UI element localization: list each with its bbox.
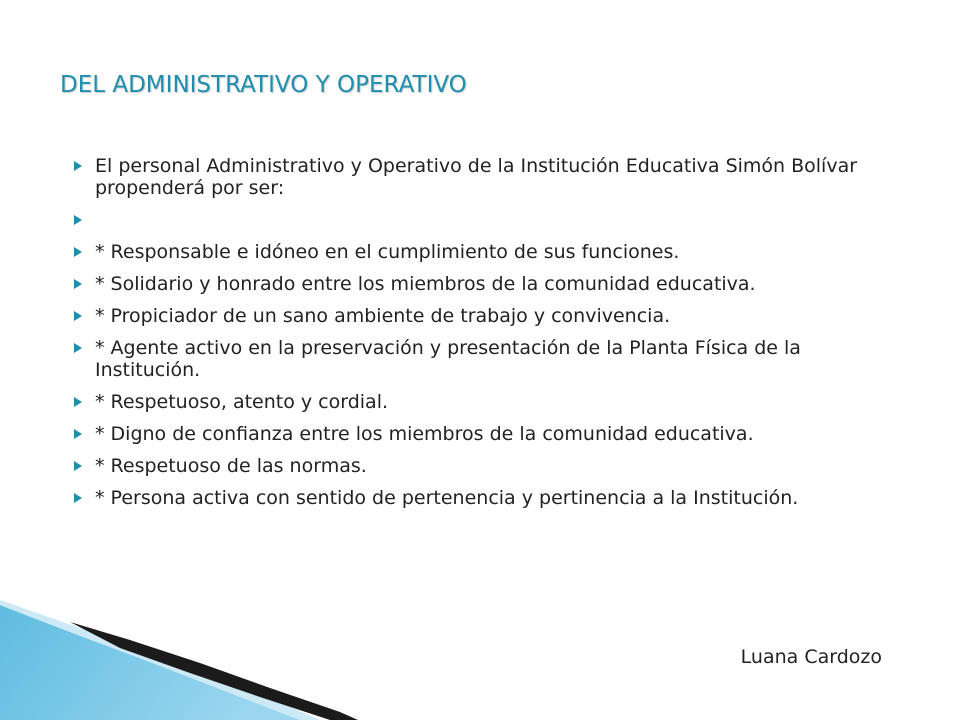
list-item (72, 487, 882, 509)
list-item (72, 273, 882, 295)
triangle-right-icon (74, 487, 88, 509)
list-item-text: * Solidario y honrado entre los miembros de la comunidad educativa. (95, 273, 756, 295)
bullet-list (72, 155, 882, 519)
author-name: Luana Cardozo (740, 646, 882, 668)
triangle-right-icon (74, 305, 88, 327)
triangle-right-icon (74, 241, 88, 263)
triangle-right-icon (74, 209, 88, 231)
list-item-text: * Persona activa con sentido de pertenencia y pertinencia a la Institución. (95, 487, 799, 509)
list-item (72, 337, 882, 381)
list-item-text: * Respetuoso de las normas. (95, 455, 367, 477)
list-item-text: El personal Administrativo y Operativo de la Institución Educativa Simón Bolívar propenderá por ser: (95, 155, 858, 199)
list-item (72, 305, 882, 327)
triangle-right-icon (74, 273, 88, 295)
list-item-text: * Propiciador de un sano ambiente de trabajo y convivencia. (95, 305, 671, 327)
list-item-text: * Respetuoso, atento y cordial. (95, 391, 389, 413)
list-item (72, 241, 882, 263)
triangle-right-icon (74, 423, 88, 445)
list-item (72, 423, 882, 445)
triangle-right-icon (74, 455, 88, 477)
list-item (72, 209, 882, 231)
list-item-text: * Agente activo en la preservación y presentación de la Planta Física de la Institución. (95, 337, 801, 381)
list-item (72, 391, 882, 413)
triangle-right-icon (74, 337, 88, 359)
list-item (72, 155, 882, 199)
list-item-text: * Responsable e idóneo en el cumplimiento de sus funciones. (95, 241, 680, 263)
triangle-right-icon (74, 155, 88, 177)
list-item (72, 455, 882, 477)
triangle-right-icon (74, 391, 88, 413)
list-item-text: * Digno de confianza entre los miembros de la comunidad educativa. (95, 423, 754, 445)
slide-title: DEL ADMINISTRATIVO Y OPERATIVO (60, 72, 467, 98)
